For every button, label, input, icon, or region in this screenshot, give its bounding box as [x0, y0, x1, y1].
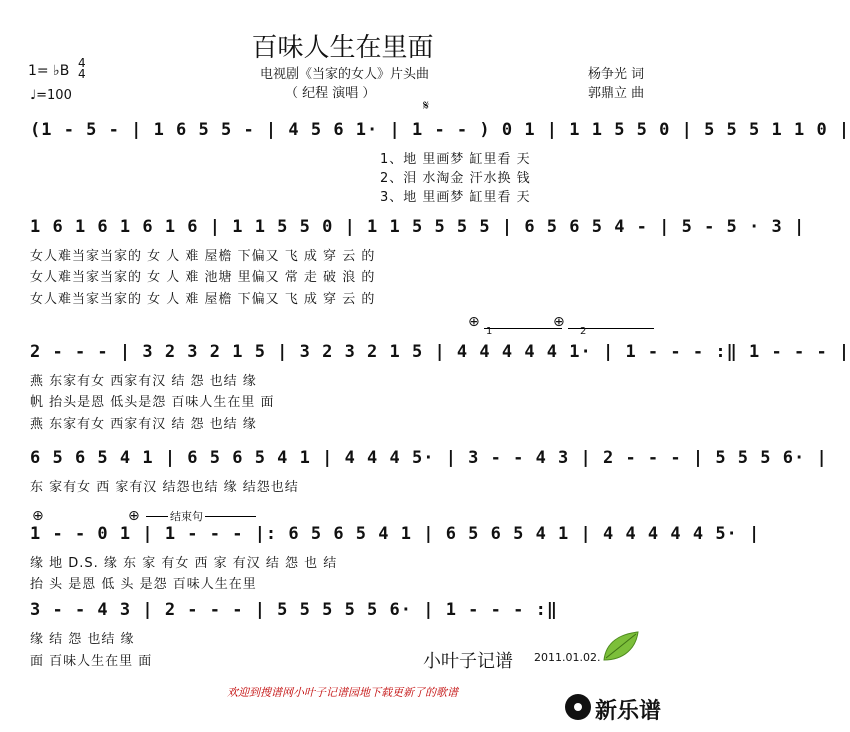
lyric-line-4-1: 东 家有女 西 家有汉 结怨也结 缘 结怨也结: [30, 480, 299, 495]
music-line-4: 6 5 6 5 4 1 | 6 5 6 5 4 1 | 4 4 4 5· | 3 - - 4 3 | 2 - - - | 5 5 5 6· |: [30, 448, 828, 468]
volta-2-label: 2: [580, 326, 587, 337]
ending-text: 结束句: [170, 510, 203, 523]
music-line-1: (1 - 5 - | 1 6 5 5 - | 4 5 6 1· | 1 - - ) 0 1 | 1 1 5 5 0 | 5 5 5 1 1 0 |: [30, 120, 850, 140]
coda-icon: ⊕: [553, 314, 565, 330]
lyric-line-6-1: 缘 结 怨 也结 缘: [30, 632, 135, 647]
lyric-line-3-3: 燕 东家有女 西家有汉 结 怨 也结 缘: [30, 417, 257, 432]
music-line-5: 1 - - 0 1 | 1 - - - |: 6 5 6 5 4 1 | 6 5 6 5 4 1 | 4 4 4 4 4 5· |: [30, 524, 761, 544]
volta-bracket-1: [484, 328, 562, 329]
site-logo[interactable]: [565, 692, 680, 728]
time-signature: 4 4: [78, 56, 86, 81]
transcription-date: 2011.01.02.: [534, 651, 601, 664]
segno-icon: 𝄋: [423, 98, 430, 114]
record-disc-icon: [565, 694, 591, 720]
volta-1-label: 1: [486, 326, 493, 337]
subtitle: 电视剧《当家的女人》片头曲: [260, 67, 430, 82]
lyric-line-1-3: 3、地 里画梦 缸里看 天: [380, 190, 531, 205]
logo-text: 新乐谱: [595, 699, 662, 724]
lyric-line-3-2: 帆 抬头是恩 低头是怨 百味人生在里 面: [30, 395, 275, 410]
lyric-line-2-2: 女人难当家当家的 女 人 难 池塘 里偏又 常 走 破 浪 的: [30, 270, 376, 285]
music-line-3: 2 - - - | 3 2 3 2 1 5 | 3 2 3 2 1 5 | 4 4 4 4 4 1· | 1 - - - :‖ 1 - - - |: [30, 342, 850, 362]
singers: （ 纪程 演唱 ）: [285, 86, 376, 101]
lyric-line-1-2: 2、泪 水淘金 汗水换 钱: [380, 171, 531, 186]
lyric-line-5-2: 抬 头 是恩 低 头 是怨 百味人生在里: [30, 577, 257, 592]
lyric-line-6-2: 面 百味人生在里 面: [30, 654, 153, 669]
key-signature: 1= ♭B: [28, 63, 70, 79]
coda-icon: ⊕: [468, 314, 480, 330]
coda-icon: ⊕: [128, 508, 140, 524]
lyric-line-2-1: 女人难当家当家的 女 人 难 屋檐 下偏又 飞 成 穿 云 的: [30, 249, 376, 264]
song-title: 百味人生在里面: [251, 33, 434, 63]
footer-note: 欢迎到搜谱网小叶子记谱园地下载更新了的歌谱: [227, 686, 458, 699]
lyric-line-1-1: 1、地 里画梦 缸里看 天: [380, 152, 531, 167]
music-line-6: 3 - - 4 3 | 2 - - - | 5 5 5 5 5 6· | 1 - - - :‖: [30, 600, 559, 620]
quarter-note-icon: ♩: [30, 88, 37, 103]
lyric-line-5-1: 缘 地 D.S. 缘 东 家 有女 西 家 有汉 结 怨 也 结: [30, 556, 338, 571]
leaf-icon: [600, 630, 642, 668]
composer: 郭鼎立 曲: [588, 86, 645, 101]
lyricist: 杨争光 词: [588, 67, 645, 82]
tempo-marking: ♩=100: [30, 88, 72, 103]
music-line-2: 1 6 1 6 1 6 1 6 | 1 1 5 5 0 | 1 1 5 5 5 5 | 6 5 6 5 4 - | 5 - 5 · 3 |: [30, 217, 806, 237]
lyric-line-2-3: 女人难当家当家的 女 人 难 屋檐 下偏又 飞 成 穿 云 的: [30, 292, 376, 307]
coda-icon: ⊕: [32, 508, 44, 524]
transcriber-signature: 小叶子记谱: [423, 651, 513, 672]
lyric-line-3-1: 燕 东家有女 西家有汉 结 怨 也结 缘: [30, 374, 257, 389]
